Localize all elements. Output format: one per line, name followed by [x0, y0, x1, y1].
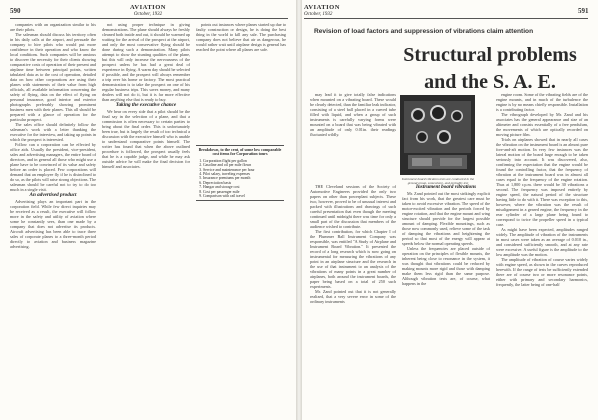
paragraph: The sales office should definitely follow the salesman's work with a letter thanking the executive for the interview, and taking up points in which the prospect is interested.: [10, 122, 96, 142]
page-number: 590: [10, 7, 21, 15]
section-heading: An advertised product: [29, 192, 77, 198]
paragraph: Advertising plays an important part in the corporation field. While few direct inquiries may be received as a result, the executive will follow more in the safety and utility of aviation where some he constantly sees, than one made by a company that does not advertise its products. Aircraft advertising has been able to trace three sales of corporate planes to a three-month period directly to aviation and business magazine advertising.: [10, 199, 96, 249]
paragraph: Mr. Zand pointed out the most strikingly explicit fact from his work, that the greatest care must be taken to avoid excessive vibration. The speed of the motor-excited vibration and the periods forced by engine rotation, and that the engine mount and wing structure should provide for the largest possible amount of damping. Flexible mountings, such as those now commonly used, relieve some of the task of damping the vibrations and heightening the period so that most of the energy will appear at speeds below the normal operating speeds.: [402, 191, 490, 246]
header-rule: [304, 18, 588, 19]
paragraph: We hear on every side that a pilot should be the final say in the selection of a plane, and that a commission is often necessary to certain parties to bring about the final order. This is unfortunately been true, but is largely the result of too technical a discussion with the executive himself who is unable to understand comparative points himself. The writer has found that when the above outlined procedure is followed, the prospect usually feels that he is a capable judge, and while he may ask outside advice he will make the final decision for himself and associates.: [102, 109, 190, 169]
paragraph: points out instances where planes started up due to faulty construction or design, he is doing the best thing in the world to kill any sale. The purchasing company does not believe that air as dangerous, he would rather wait until airplane design is general has reached the point where all planes are safe.: [196, 22, 286, 52]
list-item: 2. Gasoline and oil per mile flown: [203, 163, 284, 167]
column-1-top: [310, 92, 396, 172]
paragraph: The first contribution, for which Chapter I of the Plummer Ball Instrument Company was responsible, was entitled "A Study of Airplane and Instrument Board Vibration." It presented the record of a long research which is now going on instrumental for measuring the vibrations of any point in an airplane structure and the research in the use of that instrument to an analysis of the vibrations of many points in a great number of airplanes, both around the instrument boards, the paper being based on a total of 250 such experiments.: [310, 229, 396, 289]
section-heading: Taking the executive chance: [115, 102, 177, 108]
paragraph: Unless the frequencies are placed outside of operation on the principles of flexible mounts, the inherent being close to resonance in the system, it was thought that vibrations could be reduced by making mounts more rigid and those with damping make them less rigid than the same purpose. Although vibration tests are, of course, what happens in the: [402, 246, 490, 286]
running-head: [118, 5, 178, 18]
paragraph: The vibrograph developed by Mr. Zand and his associates has the general appearance and size of an altimeter and consists essentially of a free pendulum, the movements of which are optically recorded on moving picture film.: [496, 112, 588, 137]
issue-date: October, 1932: [304, 11, 333, 17]
paragraph: Follow can a corporation can be effected by office aids. Usually the president, vice-president, sales and advertising managers, the entire board of directors, and in general all those who might use a plane have to be convinced of its value and safety before an order is placed. Few corporations will demand that an employee fly if he is disinclined to do so, as the pilots will raise strong objections. The salesman should be careful not to try to do too much in a single visit.: [10, 142, 96, 192]
title-line-2: and the S. A. E.: [424, 71, 556, 93]
paragraph: Mr. Zand pointed out that it is not generally realized, that a very severe error in some of the ordinary instruments: [310, 289, 396, 304]
list-item: 7. Hangar and storage cost: [203, 185, 284, 189]
magazine-name: AVIATION: [304, 4, 340, 11]
paragraph: engine room. Some of the vibrating fields are of the engine mounts, and in much of the turbulence the engine is by no means chiefly responsible. Installation is a contributing factor.: [496, 92, 588, 112]
title-line-1: Structural problems: [403, 44, 577, 66]
right-page: [302, 0, 598, 420]
list-item: 3. Service and maintenance per hour: [203, 168, 284, 172]
column-3: [196, 22, 286, 142]
cost-table-box: [196, 145, 284, 201]
list-item: 5. Insurance premiums per month: [203, 176, 284, 180]
column-2: [402, 184, 490, 286]
list-item: 6. Depreciation basis: [203, 181, 284, 185]
paragraph: companies with an organization similar to his are their pilots.: [10, 22, 96, 32]
list-item: 9. Comparison with rail travel: [203, 194, 284, 198]
paragraph: As might have been expected, amplitudes ranged widely. The amplitude of vibration of the instruments in most cases were taken as an average of 0.010 in., and considered sufficiently smooth, and at any rate were excessive. A useful figure is the amplitude to the low amplitude was the motion.: [496, 227, 588, 257]
section-heading: Instrument board vibrations: [415, 184, 477, 190]
page-number: 591: [578, 7, 589, 15]
paragraph: The amplitude of vibration of course varies widely with engine speed, as shown in the curves reproduced herewith. If the range of tests be sufficiently extended there are of course two or more resonance points, either with primary and secondary harmonics, frequently, the latter being of one-half: [496, 257, 588, 287]
column-2: [102, 22, 190, 169]
list-item: 1. Corporation flight per gallon: [203, 159, 284, 163]
article-title: [390, 44, 590, 93]
column-1: [10, 22, 96, 249]
paragraph: The salesman should discuss his territory often in his daily calls at the airport, and persuade the company to hire pilots who would put more confidence in their operation and who know the local conditions. Such companies will be anxious to discover the necessity for their clients showing comparative costs of operation of their present and airplane time between principal points, written tabulated data as to the cost of operation, detailed data on how other corporations are using their planes with statements of their value from high officials, all available information concerning the safety of flying, data on the effect of flying on personal insurance, good interior and exterior photographs preferably showing prominent business men with their planes. This all should be prepared with a glance of operation for the particular prospect.: [10, 32, 96, 122]
running-head: [304, 5, 364, 18]
header-rule: [10, 18, 288, 19]
column-1: [310, 184, 396, 304]
table-caption: Breakdown, to the cent, of some low comparable cost items for Corporation tours: [198, 147, 282, 157]
list-item: 4. Pilot salary, traveling expenses: [203, 172, 284, 176]
list-item: 8. Cost per passenger mile: [203, 190, 284, 194]
paragraph: Trials on airplanes showed that in nearly all cases the vibration on the instrument board is an almost pure fore-and-aft motion. In very few instances was the lateral motion of the board large enough to be taken seriously into account. It was discovered, also, confirming the expectation that the engine would be found the controlling factor, that the frequency of vibration at the instrument board was in almost all cases equal to the frequency of the engine rotation. Thus at 1,800 r.p.m. there would be 30 vibrations a second. The frequency was imposed entirely by engine speed, the natural period of the structure having little to do with it. There was exception to this, however, where the vibration was the result of misalignment in a geared engine, the frequency in the rear cylinder of a large plane being found to correspond to twice the propeller speed in a typical case.: [496, 137, 588, 227]
photo-image: [400, 95, 475, 175]
paragraph: not using proper technique in giving demonstrations. The plane should always be freshly cleaned both inside and out, it should be warmed up waiting for the arrival of the prospect at the airport, and only the most conservative flying should be done during such a demonstration. Many pilots attempt to show the stunting qualities of the plane, but this will only increase the nervousness of the prospect unless he has had a great deal of experience in flying. A warm day should be selected if possible, and the prospect will always remember a trip over his home or factory. The most practical demonstration is to take the prospect on one of his regular business trips. This saves money, and many dealers will not do it, but it is far more effective than anything else that is ready to buy.: [102, 22, 190, 102]
photo-caption: Instrument board vibration tests are conducted in the ground group, somewhere, and probably test: [401, 177, 475, 185]
column-3: [496, 92, 588, 287]
instrument-board-photo: [400, 95, 475, 175]
left-page: [0, 0, 296, 420]
paragraph: may lead it to give totally false indications when mounted on a vibrating board. These would be clearly detected, than the familiar leak indicator, consisting of a steel ball placed in a curved tube filled with liquid, and when a group of such instruments is carefully varying forms were mounted on a board that was being vibrated with an amplitude of only 0.01in. their readings fluctuated wildly.: [310, 92, 396, 137]
paragraph: THE Cleveland sessions of the Society of Automotive Engineers provided the only two papers on other than powerplant subjects. These two, however, proved to be of unusual interest and packed with illustrations and drawings of such careful presentation that even though the meeting continued until midnight there was time for only a small part of the discussion that members of the audience wished to contribute.: [310, 184, 396, 229]
issue-date: October, 1932: [133, 11, 163, 17]
article-deck: Revision of load factors and suppression of vibrations claim attention: [314, 28, 534, 35]
magazine-name: AVIATION: [130, 4, 166, 11]
cost-items-list: [196, 159, 284, 199]
